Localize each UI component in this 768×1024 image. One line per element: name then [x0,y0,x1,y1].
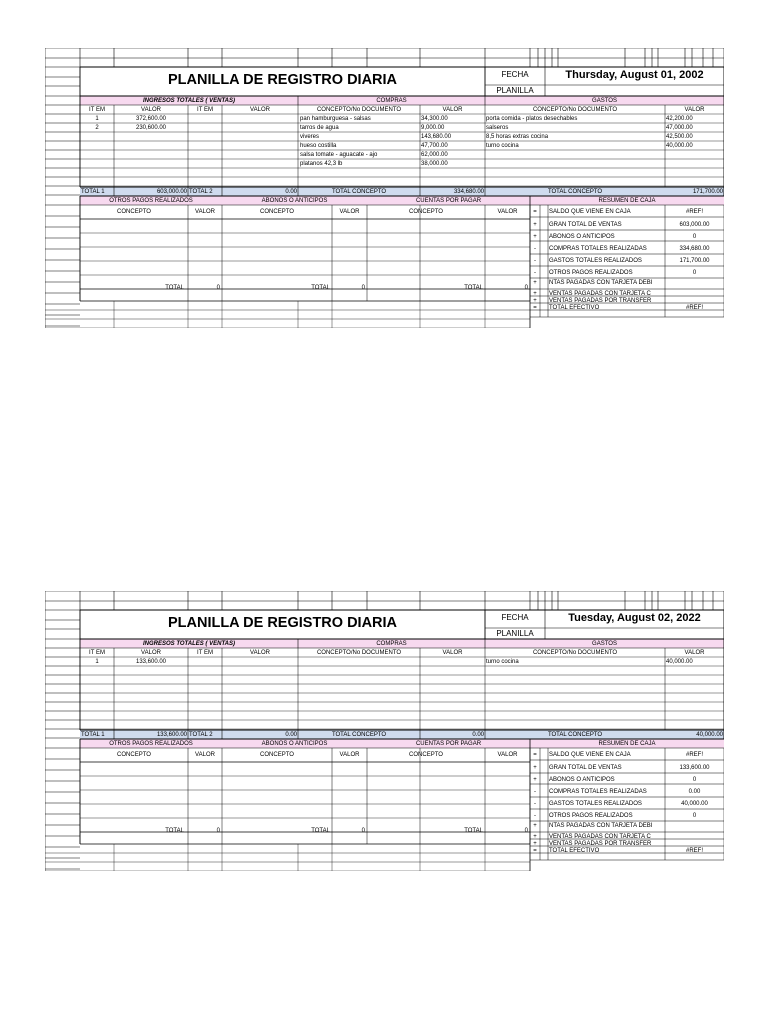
compra-concepto: platanos 42,3 lb [300,161,343,167]
otros-pagos-header: OTROS PAGOS REALIZADOS [109,198,193,204]
total1-value: 133,600.00 [156,732,187,738]
abonos-header: ABONOS O ANTICIPOS [261,198,328,204]
resumen-label: GASTOS TOTALES REALIZADOS [549,258,642,264]
item-col-header: IT EM [89,650,105,656]
resumen-label: OTROS PAGOS REALIZADOS [549,813,633,819]
compra-valor: 62,000.00 [421,152,448,158]
resumen-sign: - [534,270,536,276]
compras-total-label: TOTAL CONCEPTO [331,732,387,738]
resumen-sign: - [534,801,536,807]
resumen-label: COMPRAS TOTALES REALIZADAS [549,789,647,795]
resumen-sign: + [533,222,537,228]
cuentas-total-value: 0 [524,285,528,291]
resumen-label: ABONOS O ANTICIPOS [549,234,615,240]
gastos-valor-header: VALOR [684,650,705,656]
valor2-col-header: VALOR [250,650,270,656]
resumen-value: 603,000.00 [679,222,710,228]
compras-valor-header: VALOR [442,650,463,656]
resumen-header: RESUMEN DE CAJA [598,198,656,204]
resumen-sign: + [533,234,537,240]
resumen-label: VENTAS PAGADAS POR TRANSFER [549,298,652,304]
resumen-sign: + [533,298,537,304]
ingresos-header: INGRESOS TOTALES ( VENTAS) [142,98,235,104]
gastos-header: GASTOS [592,98,617,104]
resumen-sign: + [533,765,537,771]
valor2-col-header: VALOR [250,107,270,113]
compras-concepto-header: CONCEPTO/No DOCUMENTO [316,650,402,656]
resumen-label: NTAS PAGADAS CON TARJETA DEBI [549,823,653,829]
otros-concepto-header: CONCEPTO [117,752,151,758]
abonos-valor-header: VALOR [339,752,360,758]
resumen-sign: + [533,280,537,286]
resumen-value: #REF! [685,848,703,854]
total2-value: 0.00 [285,732,297,738]
cuentas-total-label: TOTAL [464,828,483,834]
gasto-concepto: salseros [486,125,509,131]
total2-value: 0.00 [285,189,297,195]
resumen-sign: = [533,848,537,854]
resumen-value: 0.00 [688,789,701,795]
resumen-label: GRAN TOTAL DE VENTAS [549,222,622,228]
planilla-label: PLANILLA [496,86,534,95]
page-title: PLANILLA DE REGISTRO DIARIA [167,615,398,631]
resumen-label: VENTAS PAGADAS CON TARJETA C [549,291,651,297]
gastos-total-value: 171,700.00 [692,189,723,195]
cuentas-total-value: 0 [524,828,528,834]
gasto-valor: 42,500.00 [666,134,693,140]
gasto-valor: 47,000.00 [666,125,693,131]
fecha-label: FECHA [501,70,529,79]
gasto-concepto: turno cocina [486,659,519,665]
cuentas-valor-header: VALOR [497,752,518,758]
resumen-value: 40,000.00 [681,801,708,807]
compra-concepto: tarros de agua [300,125,339,131]
abonos-concepto-header: CONCEPTO [260,209,294,215]
resumen-label: VENTAS PAGADAS POR TRANSFER [549,841,652,847]
resumen-value: #REF! [685,209,703,215]
resumen-value: 133,600.00 [679,765,710,771]
abonos-header: ABONOS O ANTICIPOS [261,741,328,747]
cuentas-header: CUENTAS POR PAGAR [415,741,482,747]
resumen-value: 171,700.00 [679,258,710,264]
otros-valor-header: VALOR [195,209,215,215]
resumen-sign: - [534,246,536,252]
compra-valor: 34,300.00 [421,116,448,122]
resumen-label: NTAS PAGADAS CON TARJETA DEBI [549,280,653,286]
gasto-concepto: 8,5 horas extras cocina [486,134,549,140]
resumen-label: COMPRAS TOTALES REALIZADAS [549,246,647,252]
resumen-header: RESUMEN DE CAJA [598,741,656,747]
total1-label: TOTAL 1 [81,189,105,195]
abonos-total-value: 0 [361,828,365,834]
item-col-header: IT EM [89,107,105,113]
venta-item: 2 [95,125,99,131]
total1-value: 603,000.00 [156,189,187,195]
venta-item: 1 [95,659,99,665]
compras-concepto-header: CONCEPTO/No DOCUMENTO [316,107,402,113]
abonos-valor-header: VALOR [339,209,360,215]
resumen-sign: + [533,841,537,847]
resumen-label: SALDO QUE VIENE EN CAJA [549,752,631,758]
compra-concepto: viveres [300,134,320,140]
resumen-label: TOTAL EFECTIVO [549,305,600,311]
compras-header: COMPRAS [376,641,407,647]
resumen-value: 0 [692,234,697,240]
cuentas-total-label: TOTAL [464,285,483,291]
compras-total-value: 0.00 [472,732,484,738]
ingresos-header: INGRESOS TOTALES ( VENTAS) [142,641,235,647]
gasto-valor: 42,200.00 [666,116,693,122]
gastos-total-label: TOTAL CONCEPTO [547,189,603,195]
resumen-sign: + [533,777,537,783]
cuentas-concepto-header: CONCEPTO [409,752,443,758]
gasto-concepto: porta comida - platos desechables [486,116,578,122]
gastos-valor-header: VALOR [684,107,705,113]
otros-total-label: TOTAL [165,285,184,291]
planilla-label: PLANILLA [496,629,534,638]
resumen-value: 0 [692,777,697,783]
resumen-label: GASTOS TOTALES REALIZADOS [549,801,642,807]
compra-valor: 47,700.00 [421,143,448,149]
otros-total-label: TOTAL [165,828,184,834]
item2-col-header: IT EM [197,650,213,656]
total2-label: TOTAL 2 [189,189,213,195]
compra-valor: 143,680.00 [421,134,452,140]
resumen-value: #REF! [685,305,703,311]
cuentas-valor-header: VALOR [497,209,518,215]
compras-header: COMPRAS [376,98,407,104]
resumen-value: 0 [692,270,697,276]
otros-valor-header: VALOR [195,752,215,758]
valor-col-header: VALOR [141,107,161,113]
page-title: PLANILLA DE REGISTRO DIARIA [167,72,398,88]
venta-valor: 230,600.00 [135,125,167,131]
gasto-valor: 40,000.00 [666,659,693,665]
otros-total-value: 0 [216,828,220,834]
compras-valor-header: VALOR [442,107,463,113]
resumen-sign: + [533,834,537,840]
otros-concepto-header: CONCEPTO [117,209,151,215]
resumen-value: #REF! [685,752,703,758]
gastos-total-label: TOTAL CONCEPTO [547,732,603,738]
compras-total-value: 334,680.00 [453,189,484,195]
resumen-sign: = [533,305,537,311]
compra-concepto: hueso costilla [300,143,337,149]
resumen-sign: = [533,752,537,758]
valor-col-header: VALOR [141,650,161,656]
resumen-sign: - [534,789,536,795]
abonos-total-value: 0 [361,285,365,291]
gasto-valor: 40,000.00 [666,143,693,149]
resumen-label: OTROS PAGOS REALIZADOS [549,270,633,276]
gastos-header: GASTOS [592,641,617,647]
resumen-sign: - [534,258,536,264]
resumen-label: ABONOS O ANTICIPOS [549,777,615,783]
abonos-total-label: TOTAL [311,285,330,291]
report-date: Thursday, August 01, 2002 [565,69,704,81]
resumen-label: TOTAL EFECTIVO [549,848,600,854]
report-date: Tuesday, August 02, 2022 [568,612,701,624]
gastos-total-value: 40,000.00 [696,732,723,738]
cuentas-header: CUENTAS POR PAGAR [415,198,482,204]
resumen-sign: - [534,813,536,819]
resumen-label: VENTAS PAGADAS CON TARJETA C [549,834,651,840]
compra-valor: 9,000.00 [421,125,445,131]
resumen-label: SALDO QUE VIENE EN CAJA [549,209,631,215]
venta-valor: 372,600.00 [135,116,167,122]
otros-total-value: 0 [216,285,220,291]
resumen-value: 334,680.00 [679,246,710,252]
resumen-sign: + [533,823,537,829]
gastos-concepto-header: CONCEPTO/No DOCUMENTO [532,107,618,113]
venta-item: 1 [95,116,99,122]
resumen-label: GRAN TOTAL DE VENTAS [549,765,622,771]
compra-concepto: salsa tomate - aguacate - ajo [300,152,378,158]
gastos-concepto-header: CONCEPTO/No DOCUMENTO [532,650,618,656]
resumen-sign: = [533,209,537,215]
gasto-concepto: turno cocina [486,143,519,149]
compra-valor: 38,000.00 [421,161,448,167]
total1-label: TOTAL 1 [81,732,105,738]
compras-total-label: TOTAL CONCEPTO [331,189,387,195]
abonos-total-label: TOTAL [311,828,330,834]
cuentas-concepto-header: CONCEPTO [409,209,443,215]
venta-valor: 133,600.00 [135,659,167,665]
fecha-label: FECHA [501,613,529,622]
resumen-sign: + [533,291,537,297]
abonos-concepto-header: CONCEPTO [260,752,294,758]
item2-col-header: IT EM [197,107,213,113]
total2-label: TOTAL 2 [189,732,213,738]
otros-pagos-header: OTROS PAGOS REALIZADOS [109,741,193,747]
resumen-value: 0 [692,813,697,819]
compra-concepto: pan hamburguesa - salsas [300,116,371,122]
